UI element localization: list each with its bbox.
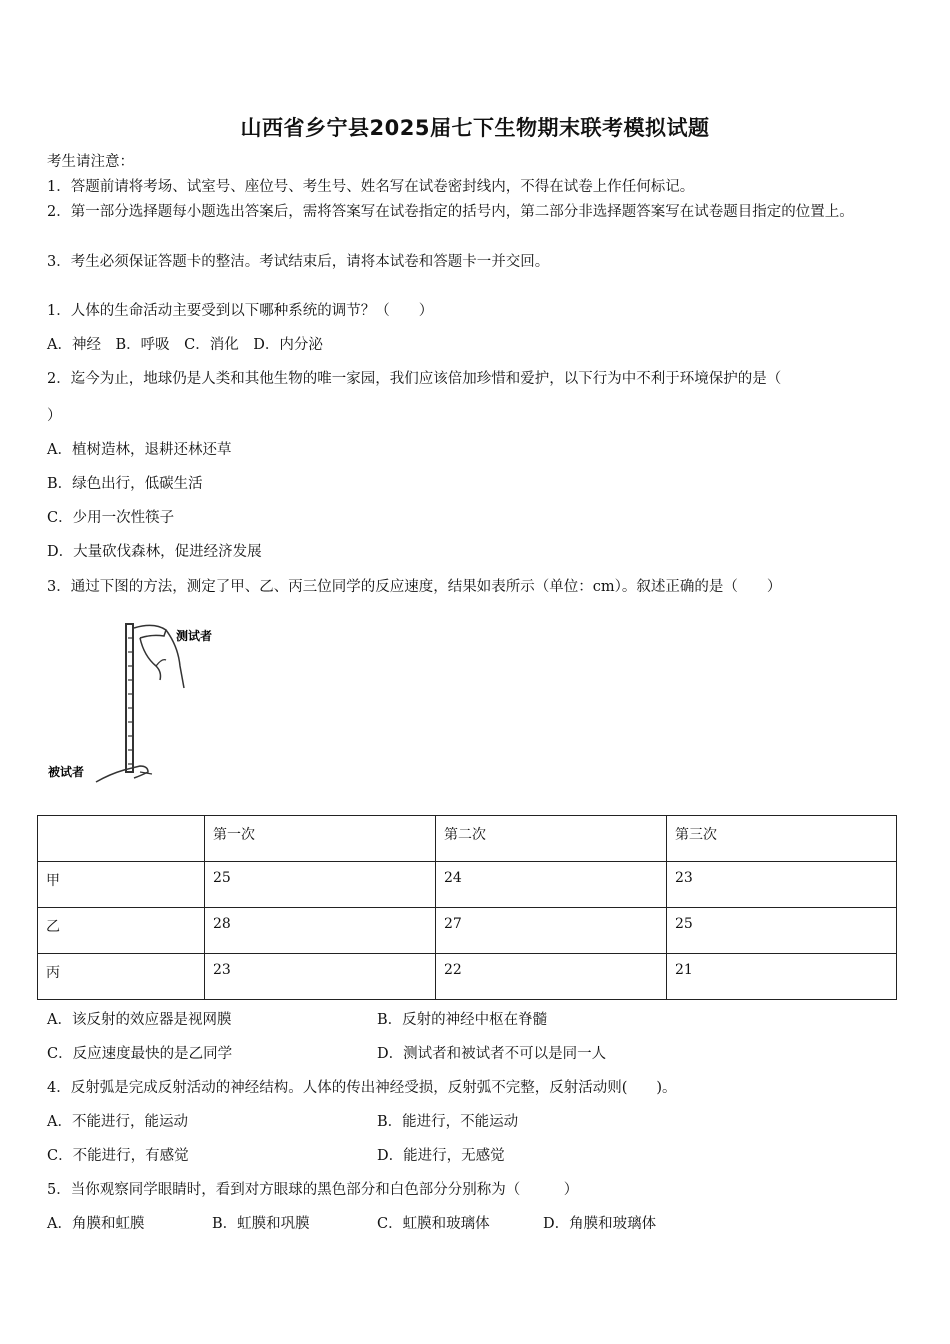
q3-option-c: C．反应速度最快的是乙同学 bbox=[47, 1046, 233, 1062]
ruler-test-diagram bbox=[44, 616, 244, 788]
table-cell: 28 bbox=[205, 908, 436, 954]
q4-option-c: C．不能进行，有感觉 bbox=[47, 1148, 189, 1164]
table-cell: 27 bbox=[436, 908, 667, 954]
table-header-cell bbox=[38, 816, 205, 862]
table-cell: 23 bbox=[205, 954, 436, 1000]
table-cell: 25 bbox=[205, 862, 436, 908]
q2-stem: 2．迄今为止，地球仍是人类和其他生物的唯一家园，我们应该倍加珍惜和爱护，以下行为中不利于环境保护的是（ bbox=[47, 371, 782, 387]
reaction-table bbox=[37, 815, 897, 1000]
q5-option-a: A．角膜和虹膜 bbox=[47, 1216, 145, 1232]
q1-options: A．神经 B．呼吸 C．消化 D．内分泌 bbox=[47, 337, 323, 353]
table-cell: 丙 bbox=[38, 954, 205, 1000]
q5-option-c: C．虹膜和玻璃体 bbox=[377, 1216, 490, 1232]
q4-option-b: B．能进行，不能运动 bbox=[377, 1114, 519, 1130]
table-header-cell: 第三次 bbox=[667, 816, 897, 862]
q2-option-d: D．大量砍伐森林，促进经济发展 bbox=[47, 544, 262, 560]
notice-item: 1．答题前请将考场、试室号、座位号、考生号、姓名写在试卷密封线内，不得在试卷上作任何标记。 bbox=[47, 179, 695, 195]
page-title: 山西省乡宁县2025届七下生物期末联考模拟试题 bbox=[240, 116, 710, 140]
table-row bbox=[38, 862, 897, 908]
q2-option-a: A．植树造林，退耕还林还草 bbox=[47, 442, 232, 458]
subject-label: 被试者 bbox=[48, 765, 85, 779]
q3-stem: 3．通过下图的方法，测定了甲、乙、丙三位同学的反应速度，结果如表所示（单位：cm）。叙述正确的是（ ） bbox=[47, 579, 782, 595]
notice-heading: 考生请注意： bbox=[47, 154, 134, 170]
q4-stem: 4．反射弧是完成反射活动的神经结构。人体的传出神经受损，反射弧不完整，反射活动则( )。 bbox=[47, 1080, 677, 1096]
table-cell: 24 bbox=[436, 862, 667, 908]
table-cell: 21 bbox=[667, 954, 897, 1000]
q4-option-a: A．不能进行，能运动 bbox=[47, 1114, 188, 1130]
table-cell: 22 bbox=[436, 954, 667, 1000]
q2-option-c: C．少用一次性筷子 bbox=[47, 510, 175, 526]
table-header-cell: 第一次 bbox=[205, 816, 436, 862]
q5-option-d: D．角膜和玻璃体 bbox=[543, 1216, 657, 1232]
q5-option-b: B．虹膜和巩膜 bbox=[212, 1216, 310, 1232]
notice-item: 2．第一部分选择题每小题选出答案后，需将答案写在试卷指定的括号内，第二部分非选择题答案写在试卷题目指定的位置上。 bbox=[47, 204, 854, 220]
table-row bbox=[38, 954, 897, 1000]
q2-option-b: B．绿色出行，低碳生活 bbox=[47, 476, 203, 492]
table-cell: 25 bbox=[667, 908, 897, 954]
ruler-illustration bbox=[44, 616, 244, 788]
table-cell: 23 bbox=[667, 862, 897, 908]
q3-option-a: A．该反射的效应器是视网膜 bbox=[47, 1012, 232, 1028]
q5-stem: 5．当你观察同学眼睛时，看到对方眼球的黑色部分和白色部分分别称为（ ） bbox=[47, 1182, 579, 1198]
table-cell: 乙 bbox=[38, 908, 205, 954]
tester-label: 测试者 bbox=[176, 629, 213, 643]
table-header-row bbox=[38, 816, 897, 862]
table-row bbox=[38, 908, 897, 954]
table-header-cell: 第二次 bbox=[436, 816, 667, 862]
table-cell: 甲 bbox=[38, 862, 205, 908]
q1-stem: 1．人体的生命活动主要受到以下哪种系统的调节？（ ） bbox=[47, 303, 434, 319]
q4-option-d: D．能进行，无感觉 bbox=[377, 1148, 505, 1164]
q3-option-b: B．反射的神经中枢在脊髓 bbox=[377, 1012, 548, 1028]
notice-item: 3．考生必须保证答题卡的整洁。考试结束后，请将本试卷和答题卡一并交回。 bbox=[47, 254, 550, 270]
q2-stem-end: ） bbox=[47, 408, 62, 424]
q3-option-d: D．测试者和被试者不可以是同一人 bbox=[377, 1046, 607, 1062]
